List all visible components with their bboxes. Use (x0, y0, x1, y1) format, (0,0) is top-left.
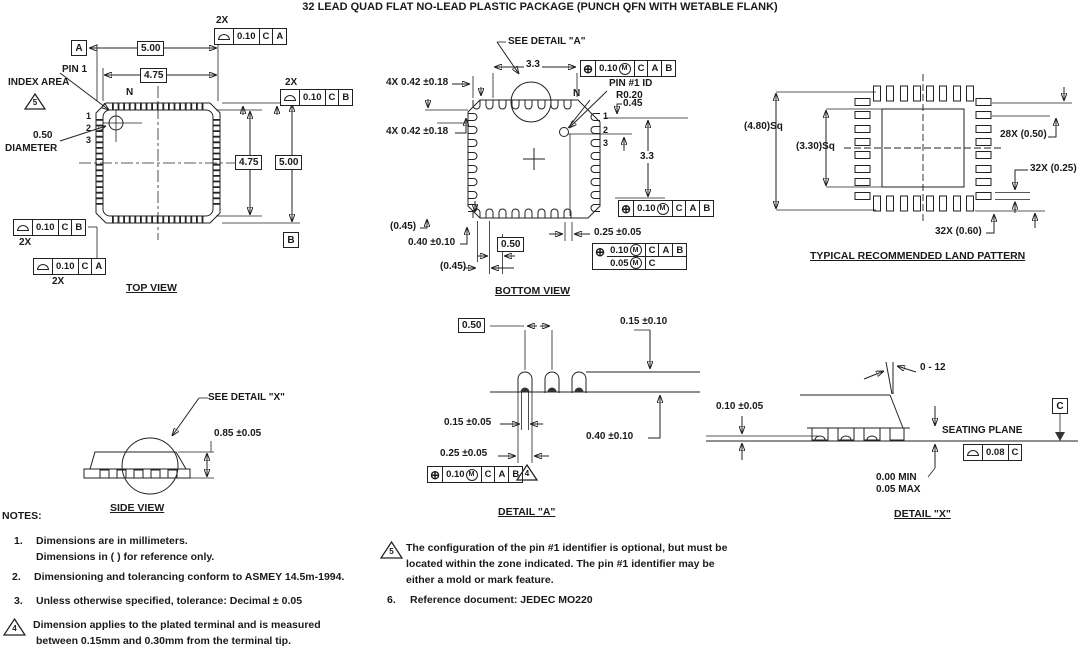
note5-flag-icon: 5 (24, 92, 46, 111)
see-detail-a-label: SEE DETAIL "A" (508, 36, 586, 47)
land-pitch-dim: 28X (0.50) (1000, 129, 1047, 140)
top-view-caption: TOP VIEW (126, 282, 177, 294)
dim-lead-width: 0.25 ±0.05 (594, 227, 642, 238)
dim-lead-pitch: 0.50 (497, 237, 524, 252)
profile-of-surface-icon (34, 259, 52, 274)
top-view-art (60, 30, 348, 258)
pin1-diameter-label: DIAMETER (5, 143, 58, 154)
profile-of-surface-icon (281, 90, 299, 105)
land-pad-width-dim: 32X (0.25) (1030, 163, 1077, 174)
dim-pitch-basic: 0.50 (458, 318, 485, 333)
pin1-label: PIN 1 (62, 64, 88, 75)
note-text: Reference document: JEDEC MO220 (410, 594, 593, 606)
qty-label: 2X (52, 276, 65, 287)
detail-a-caption: DETAIL "A" (498, 506, 556, 518)
mmc-modifier-icon: M (619, 63, 631, 75)
fcf-profile-left-lower: 0.10 C A (33, 258, 106, 275)
note-number: 2. (12, 571, 21, 583)
note4-flag-icon: 4 (516, 463, 538, 482)
dim-lead-span-width: 4.75 (140, 68, 167, 83)
pin-number: 1 (86, 111, 92, 121)
dim-pin1-offset: 0.45 (623, 98, 643, 109)
position-symbol-icon: ⊕ (583, 61, 594, 76)
fcf-profile-right: 0.10 C B (280, 89, 353, 106)
dim-lead-zone-width: 3.3 (526, 59, 540, 70)
dim-terminal-width: 0.25 ±0.05 (440, 448, 488, 459)
qty-label: 2X (19, 237, 32, 248)
lead-count-label: N (126, 87, 134, 98)
profile-of-surface-icon (14, 220, 32, 235)
land-pattern-caption: TYPICAL RECOMMENDED LAND PATTERN (810, 250, 1026, 262)
fcf-position-bottom: ⊕ 0.10 M C A B (618, 200, 714, 217)
ref-corner-offset: (0.45) (390, 221, 417, 232)
pin-number: 1 (603, 111, 609, 121)
position-symbol-icon: ⊕ (430, 467, 441, 482)
fcf-profile-top: 0.10 C A (214, 28, 287, 45)
dim-package-thickness: 0.85 ±0.05 (214, 428, 262, 439)
mmc-modifier-icon: M (466, 469, 478, 481)
pin1-id-radius: R0.20 (616, 90, 643, 101)
dim-flank-step: 0.10 ±0.05 (716, 401, 764, 412)
datum-c: C (1052, 398, 1068, 414)
dim-lead-span-height: 4.75 (235, 155, 262, 170)
corner-lead-dim: 4X 0.42 ±0.18 (386, 126, 449, 137)
datum-a: A (71, 40, 87, 56)
dim-body-width: 5.00 (137, 41, 164, 56)
mmc-modifier-icon: M (630, 257, 642, 269)
index-area-label: INDEX AREA (8, 77, 70, 88)
fcf-position-top: ⊕ 0.10 M C A B (580, 60, 676, 77)
qty-label: 2X (285, 77, 298, 88)
side-view-caption: SIDE VIEW (110, 502, 165, 514)
position-symbol-icon: ⊕ (595, 244, 606, 259)
see-detail-x-label: SEE DETAIL "X" (208, 392, 285, 403)
mmc-modifier-icon: M (630, 244, 642, 256)
qty-label: 2X (216, 15, 229, 26)
notes-heading: NOTES: (2, 510, 42, 522)
fcf-profile-seating: 0.08 C (963, 444, 1022, 461)
land-outer-dim: (4.80)Sq (744, 121, 783, 132)
pin-number: 3 (603, 138, 609, 148)
dim-plated-width: 0.15 ±0.05 (444, 417, 492, 428)
lead-count-label: N (573, 88, 581, 99)
fcf-position-detail-a: ⊕ 0.10 M C A B (427, 466, 523, 483)
fcf-profile-left-upper: 0.10 C B (13, 219, 86, 236)
position-symbol-icon: ⊕ (621, 201, 632, 216)
note-text: Dimensioning and tolerancing conform to ASMEY 14.5m-1994. (34, 571, 345, 583)
note5-flag-icon: 5 (380, 540, 403, 560)
dim-lead-length: 0.40 ±0.10 (586, 431, 634, 442)
corner-lead-dim: 4X 0.42 ±0.18 (386, 77, 449, 88)
pin1-id-label: PIN #1 ID (609, 78, 653, 89)
pin-number: 2 (603, 125, 609, 135)
note-text: located within the zone indicated. The pin #1 identifier may be (406, 558, 715, 570)
note4-flag-icon: 4 (3, 617, 26, 637)
land-pattern-art (776, 74, 1072, 233)
ref-corner-pitch: (0.45) (440, 261, 467, 272)
pin-number: 2 (86, 123, 92, 133)
mmc-modifier-icon: M (657, 203, 669, 215)
dim-standoff-min: 0.00 MIN (876, 472, 917, 483)
note-text: either a mold or mark feature. (406, 574, 554, 586)
bottom-view-caption: BOTTOM VIEW (495, 285, 571, 297)
note-text: The configuration of the pin #1 identifier is optional, but must be (406, 542, 728, 554)
fcf-position-stacked: ⊕ 0.10 M C A B 0.05 M C (592, 243, 687, 270)
note-number: 1. (14, 535, 23, 547)
profile-of-surface-icon (964, 445, 982, 460)
dim-lead-zone-height: 3.3 (640, 151, 654, 162)
note-text: Unless otherwise specified, tolerance: Decimal ± 0.05 (36, 595, 303, 607)
note-number: 6. (387, 594, 396, 606)
note-text: between 0.15mm and 0.30mm from the terminal tip. (36, 635, 291, 647)
datum-b: B (283, 232, 299, 248)
pin-number: 3 (86, 135, 92, 145)
land-pad-length-dim: 32X (0.60) (935, 226, 982, 237)
note-number: 3. (14, 595, 23, 607)
dim-standoff-max: 0.05 MAX (876, 484, 921, 495)
seating-plane-label: SEATING PLANE (942, 425, 1023, 436)
dim-body-height: 5.00 (275, 155, 302, 170)
dim-lead-tip: 0.15 ±0.10 (620, 316, 668, 327)
note-text: Dimension applies to the plated terminal and is measured (33, 619, 321, 631)
dim-draft-angle: 0 - 12 (920, 362, 946, 373)
land-inner-dim: (3.30)Sq (796, 141, 835, 152)
detail-x-caption: DETAIL "X" (894, 508, 951, 520)
note-text: Dimensions are in millimeters. (36, 535, 188, 547)
side-view-art (84, 398, 214, 494)
dim-lead-length: 0.40 ±0.10 (408, 237, 456, 248)
profile-of-surface-icon (215, 29, 233, 44)
pin1-diameter-value: 0.50 (33, 130, 53, 141)
note-text: Dimensions in ( ) for reference only. (36, 551, 215, 563)
drawing-title: 32 LEAD QUAD FLAT NO-LEAD PLASTIC PACKAGE (PUNCH QFN WITH WETABLE FLANK) (302, 1, 778, 13)
